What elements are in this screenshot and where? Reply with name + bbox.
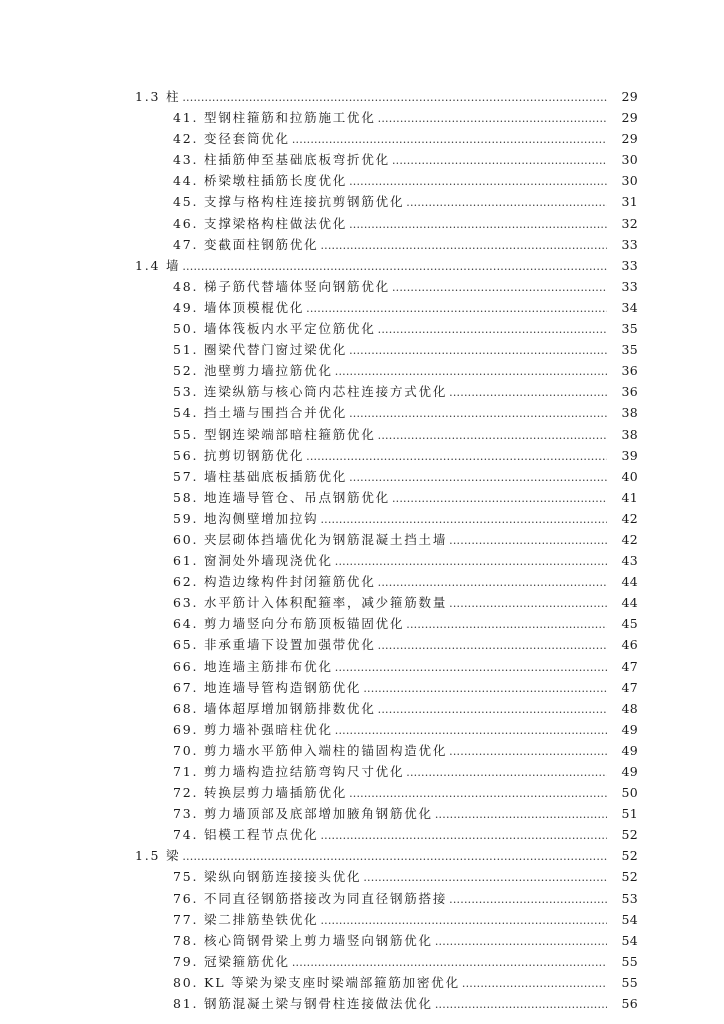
- dot-leader: [449, 530, 607, 551]
- dot-leader: [349, 467, 607, 488]
- dot-leader: [449, 889, 607, 910]
- toc-page-number: 54: [621, 932, 638, 948]
- toc-entry-title: 52. 池壁剪力墙拉筋优化: [173, 363, 333, 379]
- toc-entry-title: 47. 变截面柱钢筋优化: [173, 236, 319, 252]
- toc-item-entry: [0, 276, 724, 297]
- toc-entry-title: 72. 转换层剪力墙插筋优化: [173, 785, 348, 801]
- dot-leader: [349, 783, 607, 804]
- dot-leader: [182, 846, 607, 867]
- toc-page-number: 52: [621, 827, 638, 843]
- toc-entry-title: 74. 铝模工程节点优化: [173, 827, 319, 843]
- toc-page-number: 41: [621, 489, 638, 505]
- toc-item-entry: [0, 529, 724, 550]
- dot-leader: [320, 509, 607, 530]
- toc-page-number: 38: [621, 426, 638, 442]
- toc-entry-title: 63. 水平筋计入体积配箍率，减少箍筋数量: [173, 595, 448, 611]
- toc-item-entry: [0, 803, 724, 824]
- dot-leader: [306, 298, 607, 319]
- toc-page-number: 40: [621, 468, 638, 484]
- dot-leader: [349, 214, 607, 235]
- toc-entry-title: 50. 墙体筏板内水平定位筋优化: [173, 321, 376, 337]
- dot-leader: [335, 361, 607, 382]
- dot-leader: [406, 614, 607, 635]
- toc-item-entry: [0, 149, 724, 170]
- toc-entry-title: 80. KL 等梁为梁支座时梁端部箍筋加密优化: [173, 974, 460, 990]
- toc-page-number: 31: [621, 194, 638, 210]
- toc-page-number: 55: [621, 974, 638, 990]
- toc-page-number: 29: [621, 89, 638, 104]
- dot-leader: [335, 720, 607, 741]
- toc-page-number: 30: [621, 173, 638, 189]
- toc-item-entry: [0, 698, 724, 719]
- toc-item-entry: [0, 487, 724, 508]
- toc-page-number: 33: [621, 278, 638, 294]
- toc-item-entry: [0, 402, 724, 423]
- dot-leader: [363, 678, 607, 699]
- toc-entry-title: 49. 墙体顶模棍优化: [173, 299, 305, 315]
- toc-item-entry: [0, 191, 724, 212]
- toc-item-entry: [0, 888, 724, 909]
- toc-entry-title: 79. 冠梁箍筋优化: [173, 953, 290, 969]
- toc-page-number: 42: [621, 531, 638, 547]
- toc-entry-title: 53. 连梁纵筋与核心筒内芯柱连接方式优化: [173, 384, 448, 400]
- dot-leader: [378, 108, 607, 129]
- toc-entry-title: 62. 构造边缘构件封闭箍筋优化: [173, 574, 376, 590]
- dot-leader: [462, 973, 607, 994]
- dot-leader: [363, 867, 607, 888]
- toc-entry-title: 73. 剪力墙顶部及底部增加腋角钢筋优化: [173, 806, 433, 822]
- toc-item-entry: [0, 508, 724, 529]
- toc-entry-title: 1.3 柱: [135, 89, 181, 104]
- toc-entry-title: 42. 变径套筒优化: [173, 131, 290, 147]
- toc-entry-title: 1.5 梁: [135, 848, 181, 864]
- dot-leader: [392, 488, 607, 509]
- toc-item-entry: [0, 972, 724, 993]
- toc-item-entry: [0, 424, 724, 445]
- toc-page-number: 44: [621, 595, 638, 611]
- toc-page-number: 30: [621, 152, 638, 168]
- toc-entry-title: 78. 核心筒钢骨梁上剪力墙竖向钢筋优化: [173, 932, 433, 948]
- toc-page-number: 47: [621, 679, 638, 695]
- toc-page-number: 38: [621, 405, 638, 421]
- dot-leader: [320, 825, 607, 846]
- toc-item-entry: [0, 993, 724, 1014]
- toc-page-number: 49: [621, 742, 638, 758]
- toc-item-entry: [0, 318, 724, 339]
- toc-page-number: 47: [621, 658, 638, 674]
- toc-entry-title: 43. 柱插筋伸至基础底板弯折优化: [173, 152, 390, 168]
- toc-page-number: 53: [621, 890, 638, 906]
- toc-item-entry: [0, 677, 724, 698]
- dot-leader: [306, 446, 607, 467]
- toc-page-number: 50: [621, 785, 638, 801]
- toc-entry-title: 45. 支撑与格构柱连接抗剪钢筋优化: [173, 194, 405, 210]
- toc-item-entry: [0, 213, 724, 234]
- dot-leader: [449, 593, 607, 614]
- toc-entry-title: 81. 钢筋混凝土梁与钢骨柱连接做法优化: [173, 996, 433, 1012]
- toc-entry-title: 41. 型钢柱箍筋和拉筋施工优化: [173, 110, 376, 126]
- dot-leader: [320, 235, 607, 256]
- toc-section-entry: [0, 255, 724, 276]
- toc-entry-title: 54. 挡土墙与围挡合并优化: [173, 405, 348, 421]
- dot-leader: [349, 340, 607, 361]
- toc-item-entry: [0, 782, 724, 803]
- toc-section-entry: [0, 845, 724, 866]
- dot-leader: [392, 150, 607, 171]
- toc-page-number: 39: [621, 447, 638, 463]
- toc-page-number: 52: [621, 869, 638, 885]
- dot-leader: [349, 171, 607, 192]
- table-of-contents: [0, 86, 724, 1014]
- dot-leader: [406, 762, 607, 783]
- dot-leader: [182, 256, 607, 277]
- dot-leader: [320, 910, 607, 931]
- dot-leader: [392, 277, 607, 298]
- dot-leader: [335, 551, 607, 572]
- toc-page-number: 29: [621, 110, 638, 126]
- toc-item-entry: [0, 761, 724, 782]
- toc-entry-title: 60. 夹层砌体挡墙优化为钢筋混凝土挡土墙: [173, 531, 448, 547]
- toc-page-number: 49: [621, 721, 638, 737]
- toc-entry-title: 48. 梯子筋代替墙体竖向钢筋优化: [173, 278, 390, 294]
- toc-entry-title: 1.4 墙: [135, 257, 181, 273]
- dot-leader: [435, 931, 607, 952]
- toc-item-entry: [0, 866, 724, 887]
- toc-item-entry: [0, 719, 724, 740]
- toc-entry-title: 75. 梁纵向钢筋连接接头优化: [173, 869, 362, 885]
- toc-item-entry: [0, 740, 724, 761]
- dot-leader: [435, 804, 607, 825]
- toc-page-number: 55: [621, 953, 638, 969]
- toc-page-number: 33: [621, 236, 638, 252]
- toc-page-number: 51: [621, 806, 638, 822]
- toc-entry-title: 66. 地连墙主筋排布优化: [173, 658, 333, 674]
- toc-entry-title: 59. 地沟侧壁增加拉钩: [173, 510, 319, 526]
- toc-page-number: 34: [621, 299, 638, 315]
- toc-entry-title: 76. 不同直径钢筋搭接改为同直径钢筋搭接: [173, 890, 448, 906]
- dot-leader: [378, 425, 607, 446]
- toc-page-number: 42: [621, 510, 638, 526]
- dot-leader: [182, 87, 607, 108]
- toc-entry-title: 58. 地连墙导管仓、吊点钢筋优化: [173, 489, 390, 505]
- dot-leader: [349, 403, 607, 424]
- toc-page-number: 44: [621, 574, 638, 590]
- toc-entry-title: 44. 桥梁墩柱插筋长度优化: [173, 173, 348, 189]
- toc-entry-title: 71. 剪力墙构造拉结筋弯钩尺寸优化: [173, 764, 405, 779]
- toc-item-entry: [0, 550, 724, 571]
- toc-entry-title: 65. 非承重墙下设置加强带优化: [173, 637, 376, 653]
- dot-leader: [449, 382, 607, 403]
- toc-item-entry: [0, 170, 724, 191]
- toc-section-entry: [0, 86, 724, 107]
- dot-leader: [335, 657, 607, 678]
- toc-page-number: 35: [621, 342, 638, 358]
- toc-item-entry: [0, 592, 724, 613]
- toc-page-number: 45: [621, 616, 638, 632]
- toc-page-number: 29: [621, 131, 638, 147]
- toc-item-entry: [0, 571, 724, 592]
- toc-item-entry: [0, 128, 724, 149]
- toc-item-entry: [0, 360, 724, 381]
- toc-item-entry: [0, 445, 724, 466]
- toc-entry-title: 68. 墙体超厚增加钢筋排数优化: [173, 700, 376, 716]
- toc-item-entry: [0, 613, 724, 634]
- toc-entry-title: 64. 剪力墙竖向分布筋顶板锚固优化: [173, 616, 405, 632]
- toc-page-number: 43: [621, 553, 638, 569]
- toc-page-number: 49: [621, 764, 638, 779]
- dot-leader: [449, 741, 607, 762]
- toc-item-entry: [0, 466, 724, 487]
- toc-entry-title: 46. 支撑梁格构柱做法优化: [173, 215, 348, 231]
- toc-item-entry: [0, 107, 724, 128]
- toc-entry-title: 61. 窗洞处外墙现浇优化: [173, 553, 333, 569]
- toc-entry-title: 67. 地连墙导管构造钢筋优化: [173, 679, 362, 695]
- toc-entry-title: 70. 剪力墙水平筋伸入端柱的锚固构造优化: [173, 742, 448, 758]
- toc-page-number: 35: [621, 321, 638, 337]
- dot-leader: [406, 192, 607, 213]
- toc-item-entry: [0, 634, 724, 655]
- dot-leader: [378, 635, 607, 656]
- dot-leader: [435, 994, 607, 1015]
- toc-item-entry: [0, 951, 724, 972]
- toc-entry-title: 55. 型钢连梁端部暗柱箍筋优化: [173, 426, 376, 442]
- toc-entry-title: 69. 剪力墙补强暗柱优化: [173, 721, 333, 737]
- toc-item-entry: [0, 297, 724, 318]
- toc-page-number: 48: [621, 700, 638, 716]
- dot-leader: [292, 952, 607, 973]
- toc-item-entry: [0, 656, 724, 677]
- toc-page-number: 52: [621, 848, 638, 864]
- toc-item-entry: [0, 824, 724, 845]
- toc-page-number: 36: [621, 384, 638, 400]
- dot-leader: [378, 572, 607, 593]
- toc-entry-title: 56. 抗剪切钢筋优化: [173, 447, 305, 463]
- toc-page-number: 33: [621, 257, 638, 273]
- toc-page-number: 32: [621, 215, 638, 231]
- toc-item-entry: [0, 909, 724, 930]
- toc-entry-title: 57. 墙柱基础底板插筋优化: [173, 468, 348, 484]
- toc-entry-title: 77. 梁二排筋垫铁优化: [173, 911, 319, 927]
- dot-leader: [378, 699, 607, 720]
- toc-page-number: 54: [621, 911, 638, 927]
- toc-item-entry: [0, 381, 724, 402]
- dot-leader: [378, 319, 607, 340]
- toc-entry-title: 51. 圈梁代替门窗过梁优化: [173, 342, 348, 358]
- dot-leader: [292, 129, 607, 150]
- toc-page-number: 46: [621, 637, 638, 653]
- toc-page-number: 36: [621, 363, 638, 379]
- toc-page-number: 56: [621, 996, 638, 1012]
- toc-item-entry: [0, 234, 724, 255]
- toc-item-entry: [0, 930, 724, 951]
- toc-item-entry: [0, 339, 724, 360]
